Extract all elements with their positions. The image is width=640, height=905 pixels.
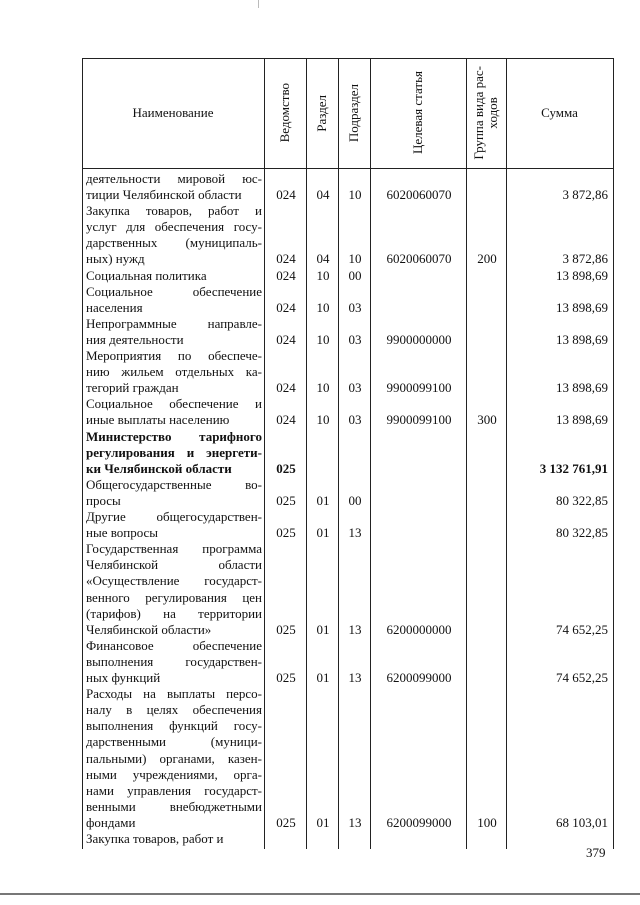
row-name-line	[86, 606, 262, 622]
row-name-line: ния деятельности	[86, 331, 184, 347]
header-gruppa-line: ходов	[485, 97, 500, 129]
row-name-line	[86, 364, 262, 380]
row-tselevaya: 6020060070	[386, 187, 452, 203]
table-row	[82, 348, 614, 396]
row-vedomstvo: 025	[276, 670, 296, 686]
word: во-	[245, 476, 262, 492]
word: обеспечение	[169, 396, 239, 412]
row-name-line	[86, 509, 262, 525]
word: Финансовое	[86, 637, 154, 653]
word: нию	[86, 364, 110, 380]
word: Другие	[86, 509, 126, 525]
word: на	[143, 686, 156, 702]
header-name	[82, 58, 264, 168]
row-vedomstvo: 024	[276, 299, 296, 315]
row-summa: 74 652,25	[556, 621, 608, 637]
word: «Осуществление	[86, 573, 180, 589]
row-podrazdel: 00	[348, 492, 362, 508]
row-vedomstvo: 024	[276, 267, 296, 283]
row-tselevaya: 6020060070	[386, 251, 452, 267]
row-name-line: тиции Челябинской области	[86, 187, 242, 203]
page-number: 379	[586, 845, 606, 860]
word: (муниципаль-	[185, 235, 262, 251]
header-tselevaya	[370, 58, 466, 168]
row-podrazdel: 10	[348, 251, 362, 267]
table-row	[82, 396, 614, 428]
row-razdel: 10	[316, 380, 330, 396]
row-name-line	[86, 171, 262, 187]
word: государст-	[204, 782, 262, 798]
row-podrazdel: 03	[348, 412, 362, 428]
word: учреждениями,	[132, 766, 218, 782]
row-name	[86, 203, 262, 267]
word: регулирования	[145, 589, 227, 605]
row-summa: 13 898,69	[556, 299, 608, 315]
row-vedomstvo: 024	[276, 331, 296, 347]
row-name	[86, 171, 262, 203]
row-razdel: 10	[316, 267, 330, 283]
row-vedomstvo: 024	[276, 412, 296, 428]
table-row	[82, 686, 614, 831]
word: государствен-	[185, 653, 262, 669]
word: регулирования	[86, 444, 175, 460]
row-summa: 68 103,01	[556, 814, 608, 830]
row-name-line: тегорий граждан	[86, 380, 179, 396]
row-vedomstvo: 025	[276, 492, 296, 508]
row-vedomstvo: 025	[276, 525, 296, 541]
row-name	[86, 284, 262, 316]
word: услуг	[86, 219, 117, 235]
word: Социальное	[86, 283, 153, 299]
word: целях	[146, 702, 179, 718]
row-tselevaya: 6200000000	[386, 621, 452, 637]
word: мировой	[177, 171, 226, 186]
row-tselevaya: 6200099000	[386, 814, 452, 830]
row-name	[86, 541, 262, 638]
word: государст-	[204, 573, 262, 589]
row-name-line	[86, 477, 262, 493]
row-name-line: иные выплаты населению	[86, 412, 230, 428]
word: (тарифов)	[86, 605, 141, 621]
header-gruppa	[466, 58, 506, 168]
word: жильем	[121, 364, 164, 380]
row-name-line: Социальная политика	[86, 267, 207, 283]
table-row	[82, 171, 614, 203]
word: обеспече-	[208, 348, 262, 364]
row-name-line: фондами	[86, 814, 136, 830]
word: для	[126, 219, 146, 235]
footer-rule	[0, 893, 640, 895]
word: энергети-	[206, 444, 262, 460]
word: и	[186, 444, 195, 460]
word: Непрограммные	[86, 315, 177, 331]
word: в	[126, 702, 133, 718]
row-razdel: 04	[316, 251, 330, 267]
row-name	[86, 477, 262, 509]
row-name-line	[86, 573, 262, 589]
word: налу	[86, 702, 112, 718]
word: выполнения	[86, 653, 154, 669]
word: (муници-	[210, 734, 262, 750]
row-name-line	[86, 203, 262, 219]
word: выплаты	[166, 686, 216, 702]
word: функций	[169, 718, 218, 734]
row-tselevaya: 9900099100	[386, 380, 452, 396]
row-razdel: 01	[316, 814, 330, 830]
row-name-line	[86, 734, 262, 750]
row-razdel: 01	[316, 621, 330, 637]
word: отдельных	[175, 364, 235, 380]
row-name-line	[86, 284, 262, 300]
header-bottom-border	[82, 168, 614, 169]
row-summa: 13 898,69	[556, 380, 608, 396]
row-tselevaya: 9900000000	[386, 331, 452, 347]
header-tselevaya-label: Целевая статья	[410, 71, 425, 155]
row-podrazdel: 13	[348, 525, 362, 541]
word: венными	[86, 798, 136, 814]
word: венного	[86, 589, 130, 605]
word: Мероприятия	[86, 348, 162, 364]
row-name	[86, 429, 262, 477]
row-gruppa: 100	[477, 814, 497, 830]
header-razdel	[306, 58, 338, 168]
table-row	[82, 429, 614, 477]
word: Общегосударственные	[86, 476, 212, 492]
row-summa: 13 898,69	[556, 331, 608, 347]
word: ка-	[245, 364, 262, 380]
row-name-line: ные вопросы	[86, 525, 159, 541]
row-name-line	[86, 396, 262, 412]
row-summa: 3 872,86	[562, 187, 608, 203]
row-name-line	[86, 590, 262, 606]
row-podrazdel: 00	[348, 267, 362, 283]
row-name-line: просы	[86, 492, 121, 508]
header-razdel-label: Раздел	[314, 94, 329, 132]
word: дарственных	[86, 235, 158, 251]
word: обеспечения	[154, 219, 225, 235]
header-podrazdel	[338, 58, 370, 168]
row-podrazdel: 13	[348, 814, 362, 830]
header-vedomstvo	[264, 58, 306, 168]
row-name-line	[86, 751, 262, 767]
row-name	[86, 509, 262, 541]
row-name-line	[86, 445, 262, 461]
word: госу-	[233, 718, 262, 734]
word: органами,	[159, 750, 215, 766]
word: тарифного	[199, 428, 262, 444]
table-row	[82, 203, 614, 267]
row-name-line: ки Челябинской области	[86, 460, 232, 476]
scan-mark	[258, 0, 259, 8]
word: персо-	[226, 686, 262, 702]
row-tselevaya: 6200099000	[386, 670, 452, 686]
word: по	[177, 348, 192, 364]
row-razdel: 04	[316, 187, 330, 203]
row-name-line	[86, 638, 262, 654]
word: ными	[86, 766, 117, 782]
row-tselevaya: 9900099100	[386, 412, 452, 428]
word: направле-	[207, 315, 262, 331]
word: территории	[198, 605, 262, 621]
row-name-line	[86, 654, 262, 670]
word: юс-	[242, 171, 262, 186]
row-razdel: 01	[316, 670, 330, 686]
row-name-line: ных) нужд	[86, 251, 145, 267]
table-row	[82, 268, 614, 284]
word: выполнения	[86, 718, 154, 734]
word: Социальное	[86, 396, 153, 412]
row-vedomstvo: 025	[276, 814, 296, 830]
row-name-line	[86, 718, 262, 734]
row-name	[86, 686, 262, 831]
word: обеспечения	[192, 702, 262, 718]
word: Закупка	[86, 203, 130, 219]
word: товаров,	[145, 203, 192, 219]
row-razdel: 01	[316, 492, 330, 508]
header-gruppa-label	[472, 66, 500, 160]
budget-table	[82, 58, 614, 849]
row-name	[86, 268, 262, 284]
table-row	[82, 477, 614, 509]
word: общегосударствен-	[156, 509, 262, 525]
row-name-line: ных функций	[86, 670, 161, 686]
word: и	[255, 203, 262, 219]
word: дарственными	[86, 734, 166, 750]
row-razdel: 10	[316, 412, 330, 428]
row-vedomstvo: 024	[276, 380, 296, 396]
row-podrazdel: 03	[348, 380, 362, 396]
row-summa: 13 898,69	[556, 267, 608, 283]
row-name	[86, 396, 262, 428]
table-row	[82, 509, 614, 541]
row-name	[86, 348, 262, 396]
row-name	[86, 638, 262, 686]
row-podrazdel: 13	[348, 670, 362, 686]
row-summa: 80 322,85	[556, 525, 608, 541]
row-name-line: Челябинской области»	[86, 621, 212, 637]
row-vedomstvo: 024	[276, 251, 296, 267]
word: Министерство	[86, 428, 172, 444]
row-summa: 13 898,69	[556, 412, 608, 428]
row-name-line: населения	[86, 299, 143, 315]
row-name-line	[86, 686, 262, 702]
word: области	[218, 557, 262, 573]
row-name-line	[86, 348, 262, 364]
row-name-line	[86, 557, 262, 573]
row-name-line	[86, 541, 262, 557]
header-summa-label: Сумма	[541, 105, 578, 120]
header-gruppa-line: Группа вида рас-	[471, 66, 486, 160]
row-name-line	[86, 799, 262, 815]
table-row	[82, 638, 614, 686]
row-vedomstvo: 025	[276, 460, 296, 476]
header-summa	[506, 58, 613, 168]
row-summa: 3 132 761,91	[539, 460, 608, 476]
word: госу-	[233, 219, 262, 235]
word: внебюджетными	[169, 798, 262, 814]
row-name	[86, 831, 262, 847]
word: работ	[208, 203, 239, 219]
row-name-line	[86, 702, 262, 718]
row-gruppa: 200	[477, 251, 497, 267]
word: орга-	[233, 766, 262, 782]
row-summa: 74 652,25	[556, 670, 608, 686]
row-name-line	[86, 767, 262, 783]
word: и	[255, 396, 262, 412]
word: деятельности	[86, 171, 161, 186]
row-podrazdel: 13	[348, 621, 362, 637]
row-name-line	[86, 219, 262, 235]
table-row	[82, 831, 614, 847]
row-summa: 80 322,85	[556, 492, 608, 508]
row-razdel: 01	[316, 525, 330, 541]
row-razdel: 10	[316, 299, 330, 315]
word: казен-	[227, 750, 262, 766]
word: на	[163, 605, 176, 621]
word: Челябинской	[86, 557, 159, 573]
row-vedomstvo: 024	[276, 187, 296, 203]
word: пальными)	[86, 750, 147, 766]
word: Государственная	[86, 541, 179, 557]
table-row	[82, 316, 614, 348]
row-name-line: Закупка товаров, работ и	[86, 831, 224, 847]
row-name-line	[86, 429, 262, 445]
row-podrazdel: 03	[348, 299, 362, 315]
word: Расходы	[86, 686, 133, 702]
row-vedomstvo: 025	[276, 621, 296, 637]
word: обеспечение	[192, 637, 262, 653]
word: программа	[202, 541, 262, 557]
word: управления	[127, 782, 191, 798]
row-podrazdel: 10	[348, 187, 362, 203]
table-row	[82, 284, 614, 316]
header-vedomstvo-label: Ведомство	[277, 83, 292, 143]
word: обеспечение	[192, 283, 262, 299]
row-name	[86, 316, 262, 348]
table-row	[82, 541, 614, 638]
header-podrazdel-label: Подраздел	[346, 83, 361, 143]
row-name-line	[86, 783, 262, 799]
row-podrazdel: 03	[348, 331, 362, 347]
word: цен	[242, 589, 262, 605]
row-summa: 3 872,86	[562, 251, 608, 267]
row-razdel: 10	[316, 331, 330, 347]
row-name-line	[86, 235, 262, 251]
row-gruppa: 300	[477, 412, 497, 428]
word: нами	[86, 782, 114, 798]
row-name-line	[86, 316, 262, 332]
header-name-label: Наименование	[132, 105, 214, 120]
